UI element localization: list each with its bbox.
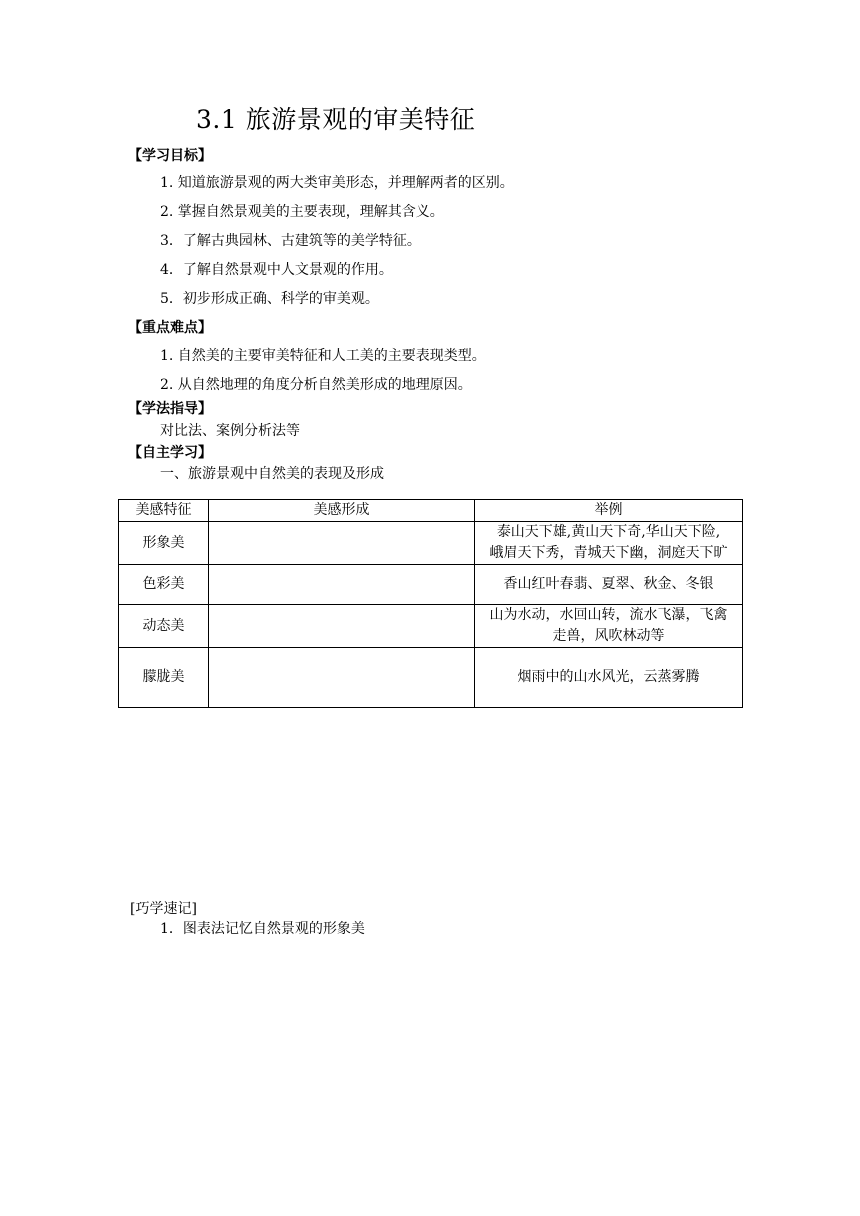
header-feature: 美感特征 xyxy=(119,500,209,522)
example-line: 山为水动，水回山转，流水飞瀑，飞禽 xyxy=(489,607,728,623)
feature-cell: 动态美 xyxy=(119,605,209,648)
feature-cell: 朦胧美 xyxy=(119,648,209,708)
aesthetics-table xyxy=(118,499,743,708)
feature-cell: 色彩美 xyxy=(119,565,209,605)
method-text: 对比法、案例分析法等 xyxy=(160,423,300,439)
table-header-row xyxy=(119,500,743,522)
example-line: 烟雨中的山水风光，云蒸雾腾 xyxy=(517,669,700,685)
formation-cell[interactable] xyxy=(209,565,475,605)
objectives-heading: 【学习目标】 xyxy=(128,148,212,164)
objective-item-3: 3．了解古典园林、古建筑等的美学特征。 xyxy=(160,233,421,249)
key-points-heading: 【重点难点】 xyxy=(128,320,212,336)
header-example: 举例 xyxy=(475,500,743,522)
example-cell xyxy=(475,648,743,708)
formation-cell[interactable] xyxy=(209,522,475,565)
memory-tip-item: 1．图表法记忆自然景观的形象美 xyxy=(160,921,365,937)
memory-tip-label: [巧学速记] xyxy=(130,901,197,917)
example-line: 泰山天下雄,黄山天下奇,华山天下险, xyxy=(496,524,721,540)
feature-cell: 形象美 xyxy=(119,522,209,565)
key-point-item-1: 1. 自然美的主要审美特征和人工美的主要表现类型。 xyxy=(160,348,486,364)
example-line: 走兽，风吹林动等 xyxy=(552,628,665,644)
self-study-subheading: 一、旅游景观中自然美的表现及形成 xyxy=(160,466,384,482)
formation-cell[interactable] xyxy=(209,605,475,648)
table-row xyxy=(119,522,743,565)
example-cell xyxy=(475,522,743,565)
table-row xyxy=(119,565,743,605)
key-point-item-2: 2. 从自然地理的角度分析自然美形成的地理原因。 xyxy=(160,377,472,393)
objective-item-5: 5．初步形成正确、科学的审美观。 xyxy=(160,291,379,307)
objective-item-4: 4．了解自然景观中人文景观的作用。 xyxy=(160,262,393,278)
formation-cell[interactable] xyxy=(209,648,475,708)
method-heading: 【学法指导】 xyxy=(128,401,212,417)
objective-item-2: 2. 掌握自然景观美的主要表现，理解其含义。 xyxy=(160,204,444,220)
example-cell xyxy=(475,565,743,605)
example-line: 香山红叶春翡、夏翠、秋金、冬银 xyxy=(503,576,714,592)
self-study-heading: 【自主学习】 xyxy=(128,445,212,461)
example-cell xyxy=(475,605,743,648)
objective-item-1: 1. 知道旅游景观的两大类审美形态，并理解两者的区别。 xyxy=(160,175,514,191)
table-row xyxy=(119,648,743,708)
header-formation: 美感形成 xyxy=(209,500,475,522)
table-row xyxy=(119,605,743,648)
example-line: 峨眉天下秀，青城天下幽，洞庭天下旷 xyxy=(489,545,728,561)
page-title: 3.1 旅游景观的审美特征 xyxy=(196,105,476,134)
